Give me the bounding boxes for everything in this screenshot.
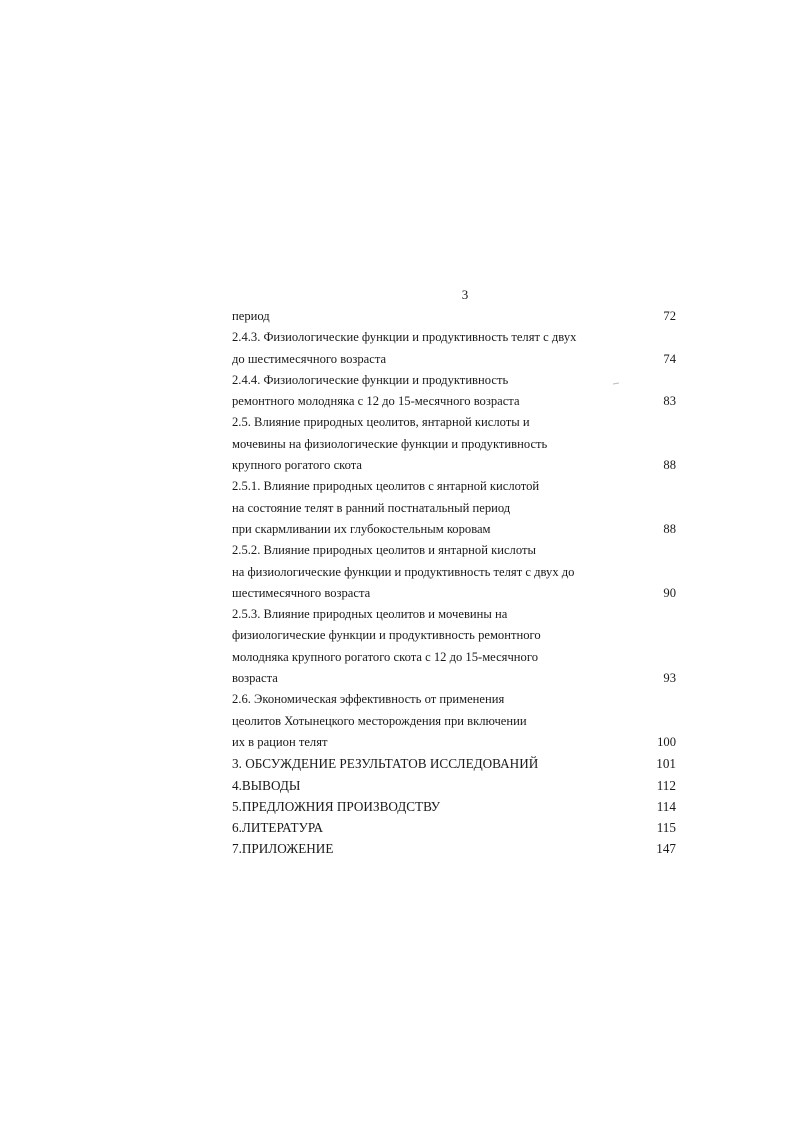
toc-entry [232, 391, 682, 412]
toc-entry [232, 817, 682, 838]
toc-entry [232, 562, 682, 583]
toc-entry-text: 7.ПРИЛОЖЕНИЕ [232, 841, 334, 857]
toc-entry [232, 753, 682, 774]
toc-entry [232, 711, 682, 732]
toc-entry-text: 2.5.3. Влияние природных цеолитов и мочевины на [232, 607, 508, 622]
toc-entry-text: мочевины на физиологические функции и продуктивность [232, 436, 548, 451]
toc-entry-page: 88 [663, 458, 676, 473]
toc-entry-text: до шестимесячного возраста [232, 351, 387, 366]
toc-entry-text: при скармливании их глубокостельным коровам [232, 521, 491, 536]
toc-entry-page: 90 [663, 585, 676, 600]
toc-entry-page: 112 [656, 777, 676, 793]
toc-entry-text: 3. ОБСУЖДЕНИЕ РЕЗУЛЬТАТОВ ИССЛЕДОВАНИЙ [232, 756, 539, 772]
toc-entry-text: их в рацион телят [232, 734, 328, 749]
toc-entry-page: 114 [656, 798, 676, 814]
toc-entry-text: 2.4.4. Физиологические функции и продуктивность [232, 372, 509, 387]
toc-entry-text: шестимесячного возраста [232, 585, 371, 600]
page-number: 3 [461, 287, 469, 302]
toc-entry-text: 5.ПРЕДЛОЖНИЯ ПРОИЗВОДСТВУ [232, 798, 441, 814]
toc-entry [232, 604, 682, 625]
toc-entry [232, 625, 682, 646]
toc-entry-text: на состояние телят в ранний постнатальный период [232, 500, 511, 515]
toc-entry-page: 88 [663, 521, 676, 536]
toc-entry-text: 4.ВЫВОДЫ [232, 777, 301, 793]
toc-entry-text: ремонтного молодняка с 12 до 15-месячного возраста [232, 394, 520, 409]
toc-entry-text: физиологические функции и продуктивность ремонтного [232, 628, 541, 643]
toc-entry-page: 147 [656, 841, 676, 857]
toc-entry [232, 498, 682, 519]
toc-entry-text: крупного рогатого скота [232, 458, 363, 473]
toc-entry-text: молодняка крупного рогатого скота с 12 до 15-месячного [232, 649, 538, 664]
toc-entry [232, 689, 682, 710]
toc-entry [232, 838, 682, 859]
toc-entry-text: цеолитов Хотынецкого месторождения при включении [232, 713, 527, 728]
toc-entry-page: 101 [656, 756, 676, 772]
toc-entry [232, 775, 682, 796]
toc-entry-text: 2.5.2. Влияние природных цеолитов и янтарной кислоты [232, 543, 536, 558]
toc-entry-page: 100 [657, 734, 676, 749]
toc-entry [232, 455, 682, 476]
toc-entry [232, 668, 682, 689]
toc-entry [232, 327, 682, 348]
toc-entry-page: 93 [663, 671, 676, 686]
table-of-contents [232, 306, 682, 860]
toc-entry [232, 476, 682, 497]
toc-entry-text: на физиологические функции и продуктивность телят с двух до [232, 564, 575, 579]
toc-entry-text: 2.5. Влияние природных цеолитов, янтарной кислоты и [232, 415, 530, 430]
toc-entry [232, 370, 682, 391]
toc-entry-text: 6.ЛИТЕРАТУРА [232, 820, 324, 836]
toc-entry [232, 583, 682, 604]
toc-entry-text: 2.6. Экономическая эффективность от применения [232, 692, 505, 707]
toc-entry [232, 412, 682, 433]
toc-entry [232, 732, 682, 753]
toc-entry-text: 2.4.3. Физиологические функции и продуктивность телят с двух [232, 330, 577, 345]
toc-entry-text: возраста [232, 671, 278, 686]
toc-entry [232, 306, 682, 327]
toc-entry-text: 2.5.1. Влияние природных цеолитов с янтарной кислотой [232, 479, 540, 494]
toc-entry [232, 540, 682, 561]
toc-entry [232, 349, 682, 370]
toc-entry-text: период [232, 309, 270, 323]
toc-entry-page: 72 [663, 309, 676, 323]
toc-entry-page: 74 [663, 351, 676, 366]
toc-entry [232, 796, 682, 817]
toc-entry-page: 115 [656, 820, 676, 836]
toc-entry [232, 519, 682, 540]
toc-entry [232, 647, 682, 668]
toc-entry-page: 83 [663, 394, 676, 409]
toc-entry [232, 434, 682, 455]
